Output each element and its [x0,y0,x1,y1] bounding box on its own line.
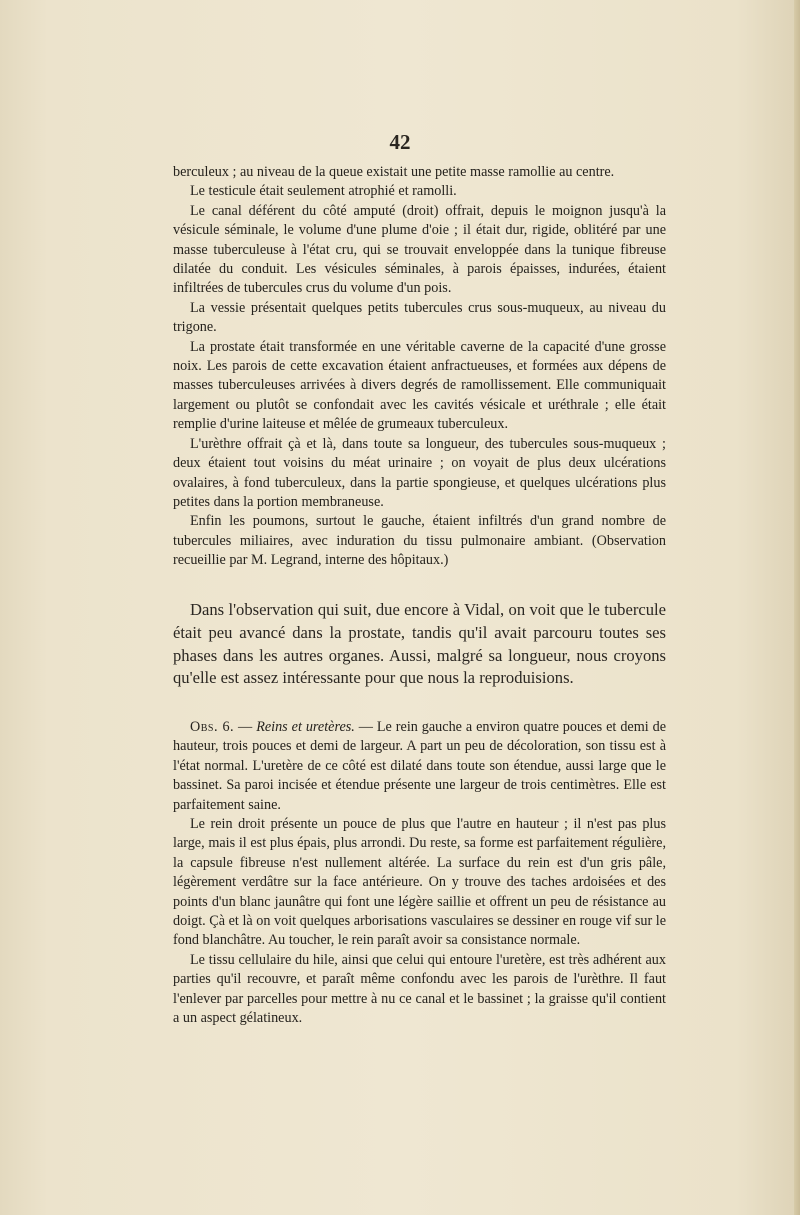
text-block-autopsy [173,163,666,571]
paragraph: Le tissu cellulaire du hile, ainsi que celui qui entoure l'uretère, est très adhérent aux parties qu'il recouvre, et paraît même confondu avec les parois de l'urèthre. Il faut l'enlever par parcelles pour mettre à nu ce canal et le bassinet ; la graisse qu'il contient a un aspect gélatineux. [173,951,666,1027]
paragraph: berculeux ; au niveau de la queue existait une petite masse ramollie au centre. [173,164,615,180]
observation-paragraph [173,718,666,815]
paragraph: Le testicule était seulement atrophié et ramolli. [190,183,457,200]
paragraph: Le rein droit présente un pouce de plus que l'autre en hauteur ; il n'est pas plus large, mais il est plus épais, plus arrondi. Du reste, sa forme est parfaitement régulière, la capsule fibreuse n'est nullement altérée. La surface du rein est d'un gris pâle, légèrement verdâtre sur la face antérieure. On y trouve des taches ardoisées et des points d'un blanc jaunâtre qui font une légère saillie et offrent un peu de résistance au doigt. Çà et là on voit quelques arborisations vasculaires se dessiner en rouge vif sur le fond blanchâtre. Au toucher, le rein paraît avoir sa consistance normale. [173,816,666,949]
paragraph: Enfin les poumons, surtout le gauche, étaient infiltrés d'un grand nombre de tubercules miliaires, avec induration du tissu pulmonaire ambiant. (Observation recueillie par M. Legrand, interne des hôpitaux.) [173,513,666,569]
observation-dash: — [234,719,257,735]
commentary-paragraph: Dans l'observation qui suit, due encore à Vidal, on voit que le tubercule était peu avancé dans la prostate, tandis qu'il avait parcouru toutes ses phases dans les autres organes. Aussi, malgré sa longueur, nous croyons qu'elle est assez intéressante pour que nous la reproduisions. [173,600,666,688]
page-number: 42 [389,130,411,154]
page-edge [794,0,800,1215]
text-block-observation [173,718,666,1029]
observation-title: Reins et uretères. [256,719,355,735]
observation-dash: — [354,719,377,735]
paragraph: L'urèthre offrait çà et là, dans toute sa longueur, des tubercules sous-muqueux ; deux étaient tout voisins du méat urinaire ; on voyait de plus deux ulcérations ovalaires, à fond tuberculeux, dans la partie spongieuse, et quelques ulcérations plus petites dans la portion membraneuse. [173,435,666,510]
paragraph: La vessie présentait quelques petits tubercules crus sous-muqueux, au niveau du trigone. [173,299,666,336]
paragraph: Le canal déférent du côté amputé (droit) offrait, depuis le moignon jusqu'à la vésicule séminale, le volume d'une plume d'oie ; il était dur, rigide, oblitéré par une masse tuberculeuse à l'état cru, qui se trouvait enveloppée dans la tunique fibreuse dilatée du conduit. Les vésicules séminales, à parois épaisses, indurées, étaient infiltrées de tubercules crus du volume d'un pois. [173,202,666,297]
text-block-commentary [173,599,666,690]
observation-text: Le rein gauche a environ quatre pouces et demi de hauteur, trois pouces et demi de largeur. A part un peu de décoloration, son tissu est à l'état normal. L'uretère de ce côté est dilaté dans toute son étendue, aussi large que le bassinet. Sa paroi incisée et étendue présente une largeur de trois centimètres. Elle est parfaitement saine. [173,719,667,813]
paragraph: La prostate était transformée en une véritable caverne de la capacité d'une grosse noix. Les parois de cette excavation étaient anfractueuses, et formées aux dépens de masses tuberculeuses arrivées à divers degrés de ramollissement. Elle communiquait largement ou plutôt se confondait avec les cavités vésicale et uréthrale ; elle était remplie d'urine laiteuse et mêlée de grumeaux tuberculeux. [173,338,666,433]
observation-label: Obs. 6. [190,719,235,735]
